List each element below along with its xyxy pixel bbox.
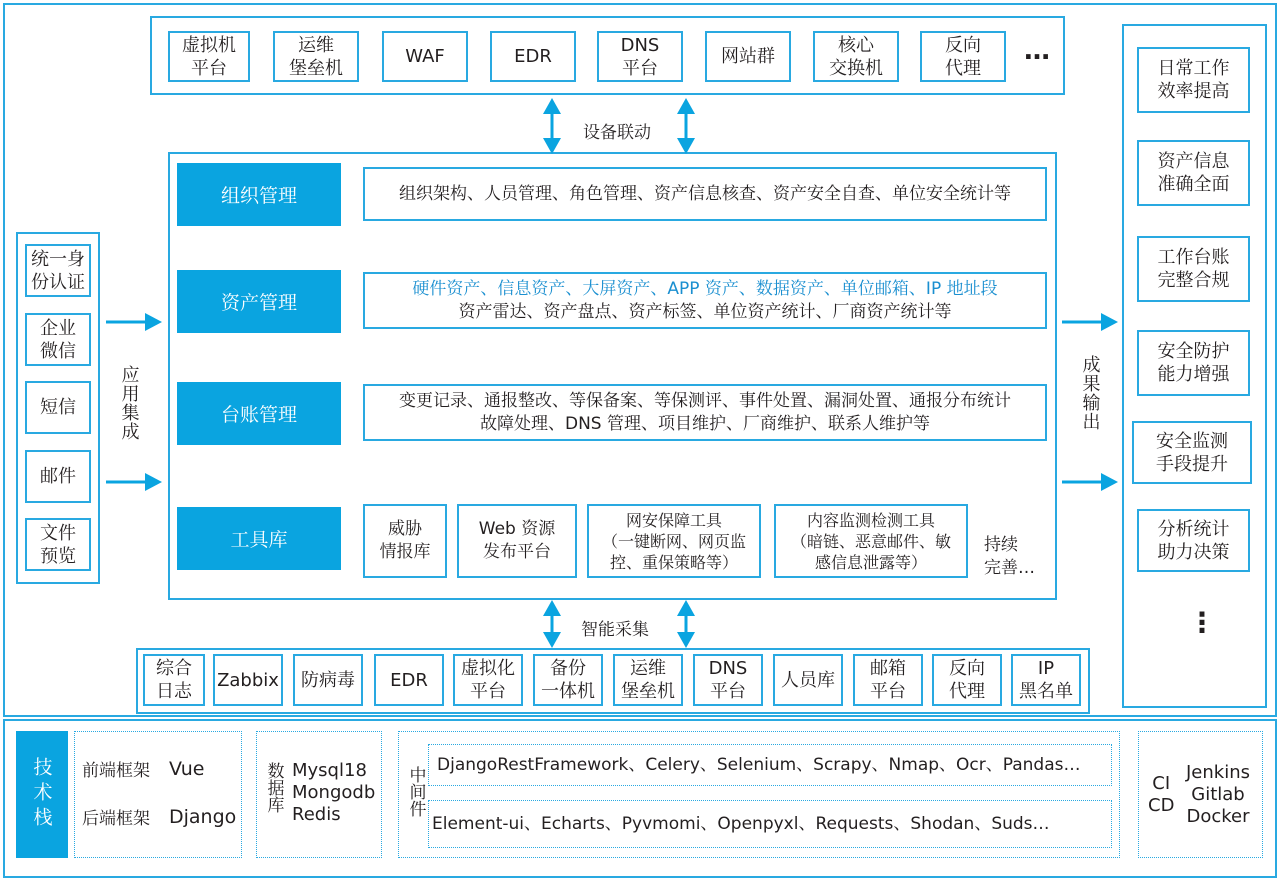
tech-stack-title — [16, 731, 68, 858]
source-reverse-proxy: 反向 代理 — [932, 654, 1002, 706]
source-ip-blacklist: IP 黑名单 — [1011, 654, 1081, 706]
module-asset-desc-line1: 硬件资产、信息资产、大屏资产、APP 资产、数据资产、单位邮箱、IP 地址段 — [412, 278, 998, 299]
module-org: 组织管理 — [177, 163, 341, 226]
cicd-values: Jenkins Gitlab Docker — [1186, 762, 1251, 827]
mw-line2: Element-ui、Echarts、Pyvmomi、Openpyxl、Requests、Shodan、Suds… — [432, 814, 1050, 834]
backend-value: Django — [169, 806, 237, 828]
source-mailbox: 邮箱 平台 — [853, 654, 923, 706]
source-virtualization: 虚拟化 平台 — [453, 654, 523, 706]
source-personnel: 人员库 — [773, 654, 843, 706]
module-asset-desc-line2: 资产雷达、资产盘点、资产标签、单位资产统计、厂商资产统计等 — [458, 301, 952, 322]
mw-line1: DjangoRestFramework、Celery、Selenium、Scrapy、Nmap、Ocr、Pandas… — [437, 755, 1081, 775]
device-reverse-proxy: 反向 代理 — [920, 31, 1006, 82]
mw-label — [404, 766, 426, 817]
module-ledger: 台账管理 — [177, 382, 341, 445]
backend-label: 后端框架 — [82, 809, 150, 829]
device-more: … — [1024, 36, 1050, 66]
source-zabbix: Zabbix — [213, 654, 283, 706]
output-efficiency: 日常工作 效率提高 — [1137, 47, 1250, 113]
output-protection: 安全防护 能力增强 — [1137, 330, 1250, 396]
output-asset-accuracy: 资产信息 准确全面 — [1137, 140, 1250, 206]
module-ledger-desc-line2: 故障处理、DNS 管理、项目维护、厂商维护、联系人维护等 — [479, 413, 930, 434]
device-core-switch: 核心 交换机 — [813, 31, 899, 82]
module-ledger-desc-line1: 变更记录、通报整改、等保备案、等保测评、事件处置、漏洞处置、通报分布统计 — [399, 390, 1011, 411]
tool-security-guard: 网安保障工具 （一键断网、网页监 控、重保策略等） — [587, 504, 761, 578]
device-waf: WAF — [382, 31, 468, 82]
right-arrow-icon — [106, 313, 162, 331]
module-asset: 资产管理 — [177, 270, 341, 333]
tool-threat-intel: 威胁 情报库 — [363, 504, 447, 578]
frontend-value: Vue — [169, 758, 205, 780]
right-arrow-icon — [1062, 473, 1118, 491]
cicd-label: CI CD — [1148, 773, 1175, 816]
app-sms: 短信 — [25, 381, 91, 434]
tool-content-monitor: 内容监测检测工具 （暗链、恶意邮件、敏 感信息泄露等） — [774, 504, 968, 578]
right-arrow-icon — [106, 473, 162, 491]
source-log: 综合 日志 — [143, 654, 205, 706]
output-monitoring: 安全监测 手段提升 — [1132, 421, 1252, 484]
right-label-text: 成果输出 — [1079, 355, 1101, 431]
device-vm-platform: 虚拟机 平台 — [168, 31, 250, 82]
double-arrow-icon — [677, 98, 695, 154]
source-dns: DNS 平台 — [693, 654, 763, 706]
device-bastion: 运维 堡垒机 — [273, 31, 359, 82]
double-arrow-icon — [677, 600, 695, 648]
module-org-desc-line1: 组织架构、人员管理、角色管理、资产信息核查、资产安全自查、单位安全统计等 — [399, 183, 1011, 204]
app-email: 邮件 — [25, 450, 91, 503]
source-bastion: 运维 堡垒机 — [613, 654, 683, 706]
link-label: 设备联动 — [583, 123, 651, 143]
frontend-label: 前端框架 — [82, 761, 150, 781]
source-backup: 备份 一体机 — [533, 654, 603, 706]
tools-more: 持续 完善… — [984, 535, 1035, 578]
mw-label-text: 中间件 — [405, 766, 426, 817]
db-values: Mysql18 Mongodb Redis — [292, 760, 376, 825]
collect-label: 智能采集 — [581, 620, 649, 640]
device-website-cluster: 网站群 — [705, 31, 791, 82]
module-tools: 工具库 — [177, 507, 341, 570]
db-label-text: 数据库 — [263, 762, 284, 813]
app-wecom: 企业 微信 — [25, 313, 91, 366]
source-antivirus: 防病毒 — [293, 654, 363, 706]
left-label-text: 应用集成 — [118, 365, 140, 441]
tool-web-publish: Web 资源 发布平台 — [457, 504, 577, 578]
device-dns-platform: DNS 平台 — [597, 31, 683, 82]
outputs-more: ⋮ — [1188, 606, 1216, 639]
db-label — [262, 762, 284, 813]
tech-stack-title-text: 技术栈 — [30, 757, 53, 832]
double-arrow-icon — [543, 98, 561, 154]
framework-group — [74, 731, 242, 858]
device-edr: EDR — [490, 31, 576, 82]
right-arrow-icon — [1062, 313, 1118, 331]
app-identity-auth: 统一身 份认证 — [25, 244, 91, 297]
source-edr: EDR — [374, 654, 444, 706]
app-file-preview: 文件 预览 — [25, 518, 91, 571]
output-analysis: 分析统计 助力决策 — [1137, 509, 1250, 572]
output-ledger-compliance: 工作台账 完整合规 — [1137, 236, 1250, 302]
double-arrow-icon — [543, 600, 561, 648]
